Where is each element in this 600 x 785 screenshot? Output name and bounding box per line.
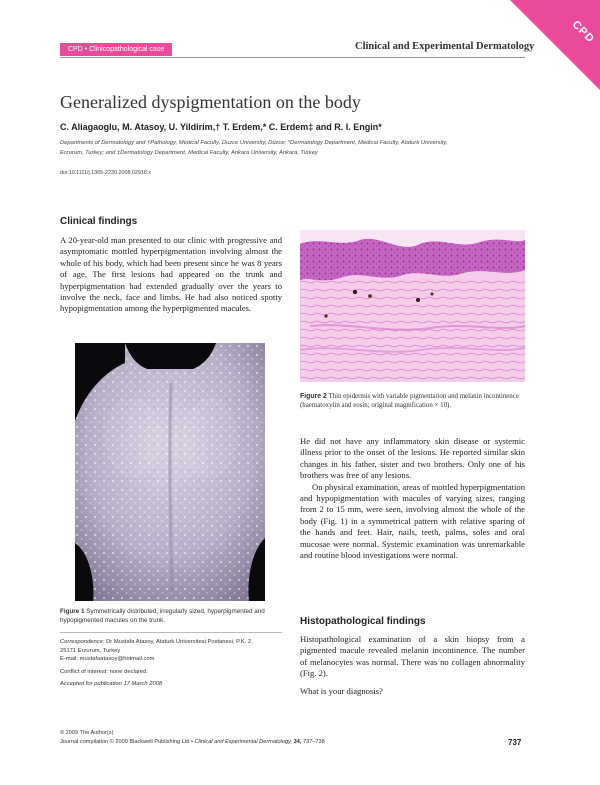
footer-journal: Clinical and Experimental Dermatology, xyxy=(194,739,293,745)
paragraph-examination: On physical examination, areas of mottled hyperpigmentation and hypopigmentation with macules of varying sizes, ranging from 2 to 15 mm, were seen, involving almost the whole of the body (Fig. 1) in a symmetrical pattern with relative sparing of the hands and feet. Hair, nails, teeth, palms, soles and oral mucosae were normal. Systemic examination was unremarkable and routine blood investigations were normal. xyxy=(300,481,525,561)
page-number: 737 xyxy=(508,738,522,747)
journal-title: Clinical and Experimental Dermatology xyxy=(355,41,535,52)
figure-1-label: Figure 1 xyxy=(60,608,85,615)
correspondence-block xyxy=(60,638,282,689)
correspondence-label: Correspondence: xyxy=(60,639,105,645)
histopathology-text: Histopathological examination of a skin biopsy from a pigmented macule revealed melanin incontinence. The number of melanocytes was normal. There was no collagen abnormality (Fig. 2). xyxy=(300,634,525,679)
correspondence-line xyxy=(60,638,282,647)
figure-1-photo xyxy=(75,343,265,601)
affiliations xyxy=(60,138,535,158)
figure-1-caption xyxy=(60,607,282,625)
clinical-paragraph xyxy=(60,235,282,315)
right-column-text xyxy=(300,436,525,561)
heading-clinical-findings: Clinical findings xyxy=(60,216,138,227)
author-list: C. Aliagaoglu, M. Atasoy, U. Yildirim,† T. Erdem,* C. Erdem‡ and R. I. Engin* xyxy=(60,122,382,132)
section-tag: CPD • Clinicopathological case xyxy=(60,43,172,56)
histopathology-block xyxy=(300,634,525,680)
paragraph-history: He did not have any inflammatory skin disease or systemic illness prior to the onset of the lesions. He reported similar skin changes in his father, sister and two brothers. Only one of his brothers was free of any lesions. xyxy=(300,436,525,481)
correspondence-address-1: Dr Mustafa Atasoy, Ataturk Universitesi Postanesi, P.K. 2, xyxy=(106,639,253,645)
figure-2-caption xyxy=(300,392,525,410)
figure-2-photo xyxy=(300,230,525,382)
footer-volume: 34, xyxy=(293,739,302,745)
affiliation-line: Departments of Dermatology and †Pathology, Medical Faculty, Duzce University, Düzce; *Dermatology Department, Medical Faculty, Ataturk University, xyxy=(60,140,448,146)
affiliation-line: Erzurum, Turkey; and ‡Dermatology Department, Medical Faculty, Ankara University, Ankara, Turkey xyxy=(60,150,318,156)
figure-2-label: Figure 2 xyxy=(300,393,327,400)
doi: doi:10.1111/j.1365-2230.2008.02918.x xyxy=(60,170,152,176)
diagnosis-question-block xyxy=(300,686,525,697)
copyright-line: © 2009 The Author(s) xyxy=(60,730,114,736)
figure-1-caption-text: Symmetrically distributed, irregularly sized, hyperpigmented and hypopigmented macules on the trunk. xyxy=(60,608,265,624)
header-rule xyxy=(60,57,525,58)
clinical-text: A 20-year-old man presented to our clinic with progressive and asymptomatic mottled hyperpigmentation involving almost the whole of his body, which had been present since he was 8 years of age. The first lesions had appeared on the trunk and hyperpigmentation had extended gradually over the years to involve the neck, face and limbs. He had also noticed spotty hypopigmentation among the hyperpigmented macules. xyxy=(60,235,282,314)
figure-2-caption-text: Thin epidermis with variable pigmentation and melanin incontinence (haematoxylin and eosin; original magnification × 10). xyxy=(300,393,519,409)
corner-label: CPD xyxy=(569,18,597,46)
conflict-statement: Conflict of interest: none declared. xyxy=(60,668,148,675)
compilation-line xyxy=(60,738,325,747)
correspondence-address-2: 25171 Erzurum, Turkey xyxy=(60,647,121,654)
footer-pages: 737–738 xyxy=(302,739,325,745)
correspondence-rule xyxy=(60,632,282,633)
correspondence-email: E-mail: mustafaatasoy@hotmail.com xyxy=(60,656,155,663)
accepted-date: Accepted for publication 17 March 2008 xyxy=(60,681,163,688)
heading-histopathological-findings: Histopathological findings xyxy=(300,616,426,627)
article-title: Generalized dyspigmentation on the body xyxy=(60,92,361,112)
compilation-text: Journal compilation © 2009 Blackwell Publishing Ltd • xyxy=(60,739,193,745)
diagnosis-question: What is your diagnosis? xyxy=(300,686,383,696)
